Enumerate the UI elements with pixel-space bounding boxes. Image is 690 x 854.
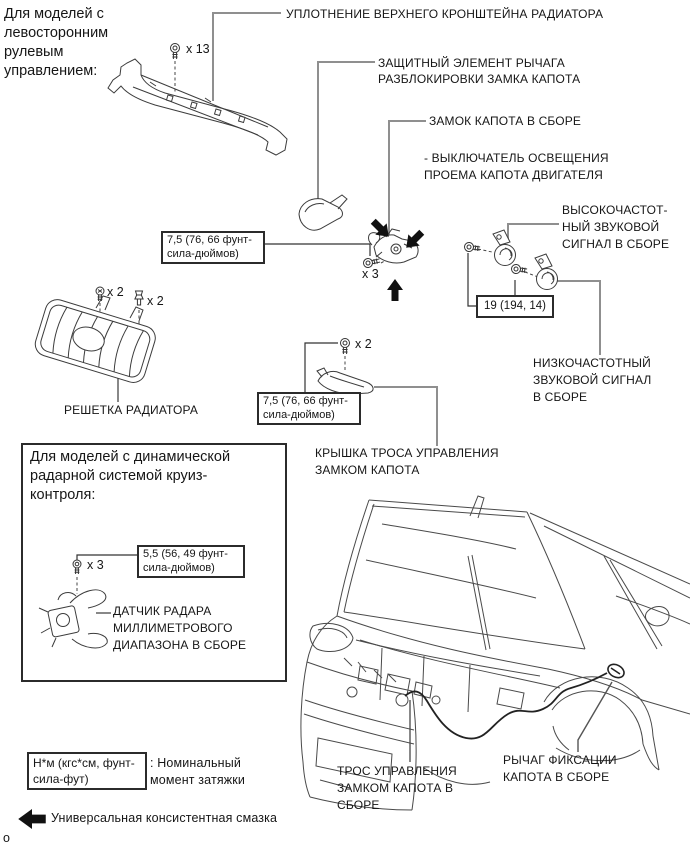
- release-lever-label: РЫЧАГ ФИКСАЦИИ КАПОТА В СБОРЕ: [503, 753, 617, 784]
- radar-bolt-qty: x 3: [87, 558, 104, 572]
- radar-section-note: Для моделей с динамической радарной системой круиз- контроля:: [30, 449, 231, 503]
- release-cable-label: ТРОС УПРАВЛЕНИЯ ЗАМКОМ КАПОТА В СБОРЕ: [337, 764, 457, 812]
- courtesy-switch-label: - ВЫКЛЮЧАТЕЛЬ ОСВЕЩЕНИЯ ПРОЕМА КАПОТА ДВИГАТЕЛЯ: [424, 151, 609, 182]
- horn-torque-box: 19 (194, 14): [476, 295, 554, 318]
- grease-arrow-legend-icon: [18, 809, 46, 829]
- release-lever-drawing: [606, 662, 627, 681]
- radar-torque-box: 5,5 (56, 49 фунт- сила-дюймов): [137, 545, 245, 578]
- cable-cover-label: КРЫШКА ТРОСА УПРАВЛЕНИЯ ЗАМКОМ КАПОТА: [315, 446, 499, 477]
- lock-protector-drawing: [299, 195, 347, 230]
- screw-icon: [96, 287, 104, 301]
- cable-cover-torque-box: 7,5 (76, 66 фунт- сила-дюймов): [257, 392, 361, 425]
- high-horn-label: ВЫСОКОЧАСТОТ- НЫЙ ЗВУКОВОЙ СИГНАЛ В СБОРЕ: [562, 203, 670, 251]
- hood-lock-label: ЗАМОК КАПОТА В СБОРЕ: [429, 114, 582, 128]
- bolt-icon: [511, 264, 528, 275]
- cover-bolt-qty: x 2: [355, 337, 372, 351]
- hood-lock-torque-box: 7,5 (76, 66 фунт- сила-дюймов): [161, 231, 265, 264]
- seal-bolt-qty: x 13: [186, 42, 210, 56]
- bolt-icon: [464, 242, 481, 253]
- lock-protector-label: ЗАЩИТНЫЙ ЭЛЕМЕНТ РЫЧАГА РАЗБЛОКИРОВКИ ЗАМКА КАПОТА: [378, 56, 581, 86]
- cable-cover-drawing: [317, 368, 373, 394]
- lhd-note: Для моделей с левосторонним рулевым управлением:: [4, 6, 109, 79]
- grille-clip-qty: x 2: [147, 294, 164, 308]
- grille-drawing: [32, 296, 158, 385]
- lock-bolt-qty: x 3: [362, 267, 379, 281]
- radiator-seal-label: УПЛОТНЕНИЕ ВЕРХНЕГО КРОНШТЕЙНА РАДИАТОРА: [286, 7, 604, 21]
- grille-label: РЕШЕТКА РАДИАТОРА: [64, 403, 198, 417]
- low-horn-label: НИЗКОЧАСТОТНЫЙ ЗВУКОВОЙ СИГНАЛ В СБОРЕ: [533, 356, 652, 404]
- high-horn-drawing: [493, 230, 516, 266]
- grille-screw-qty: x 2: [107, 285, 124, 299]
- bolt-icon: [341, 339, 350, 355]
- low-horn-drawing: [535, 254, 558, 290]
- bolt-icon: [171, 44, 180, 60]
- page-footnote: o: [3, 831, 11, 845]
- legend-torque-desc: : Номинальный момент затяжки: [150, 756, 246, 787]
- radiator-seal-drawing: [108, 59, 287, 155]
- legend-torque-box: Н*м (кгс*см, фунт- сила-фут): [27, 752, 147, 790]
- radar-sensor-label: ДАТЧИК РАДАРА МИЛЛИМЕТРОВОГО ДИАПАЗОНА В СБОРЕ: [113, 604, 247, 652]
- clip-icon: [135, 291, 143, 305]
- legend-grease-label: Универсальная консистентная смазка: [51, 811, 278, 825]
